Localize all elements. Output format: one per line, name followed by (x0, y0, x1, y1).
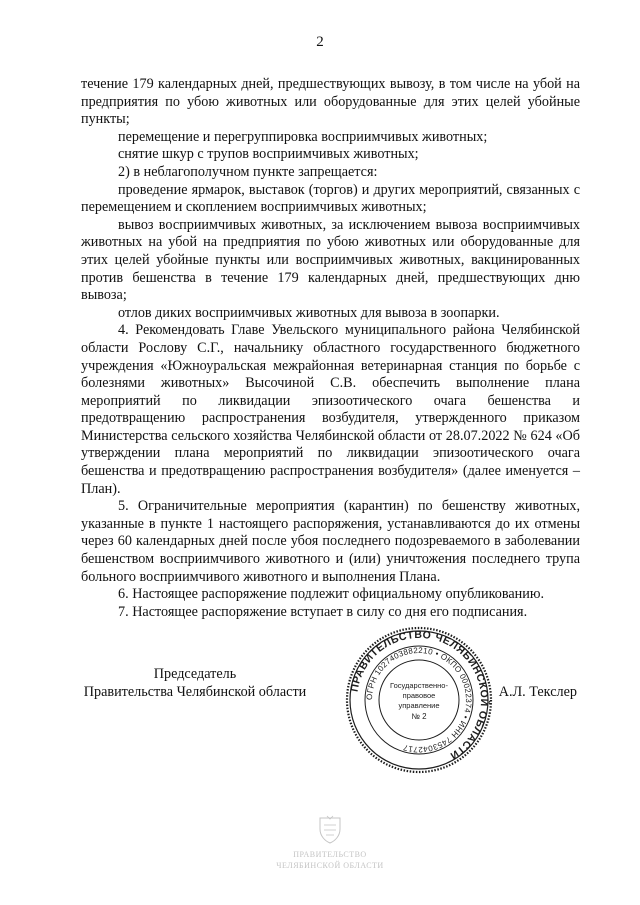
stamp-center-line2: правовое (402, 691, 436, 700)
page-number: 2 (316, 34, 324, 50)
stamp-center-line3: управление (398, 701, 440, 710)
watermark-line1: ПРАВИТЕЛЬСТВО (293, 850, 367, 859)
paragraph-item-4: 4. Рекомендовать Главе Увельского муниципального района Челябинской области Рослову С.Г., начальнику областного государственного бюджетного учреждения «Южноуральская межрайонная ветеринарная станция по борьбе с болезнями животных» Высочиной С.В. обеспечить выполнение плана мероприятий по ликвидации эпизоотического очага бешенства и предотвращению распространения возбудителя, утвержденного приказом Министерства сельского хозяйства Челябинской области от 28.07.2022 № 624 «Об утверждении плана мероприятий по ликвидации эпизоотического очага бешенства и предотвращению распространения возбудителя» (далее именуется – План). (81, 322, 580, 497)
signatory-name: А.Л. Текслер (498, 684, 577, 700)
paragraph: снятие шкур с трупов восприимчивых животных; (118, 146, 419, 163)
stamp-center-line1: Государственно- (390, 681, 448, 690)
coat-of-arms-icon (317, 815, 343, 845)
paragraph-item-5: 5. Ограничительные мероприятия (карантин) по бешенству животных, указанные в пункте 1 настоящего распоряжения, устанавливаются до их отмены через 60 календарных дней после убоя последнего подозреваемого в заболевании бешенством восприимчивого животного и (или) уничтожения последнего трупа больного восприимчивого животного и выполнения Плана. (81, 498, 580, 585)
stamp-outer-text: ПРАВИТЕЛЬСТВО ЧЕЛЯБИНСКОЙ ОБЛАСТИ (348, 628, 491, 762)
paragraph: 2) в неблагополучном пункте запрещается: (118, 163, 378, 180)
watermark-line2: ЧЕЛЯБИНСКОЙ ОБЛАСТИ (276, 861, 384, 870)
signatory-title-line2: Правительства Челябинской области (83, 684, 307, 700)
watermark (230, 815, 430, 871)
stamp-inner-border (379, 660, 459, 740)
signatory-title-line1: Председатель (153, 666, 237, 682)
stamp-center-line4: № 2 (411, 712, 427, 721)
stamp-codes-text: ОГРН 1027403882210 • ОКПО 00022374 • ИНН 7453042717 (364, 645, 474, 755)
paragraph-item-7: 7. Настоящее распоряжение вступает в силу со дня его подписания. (118, 603, 528, 620)
paragraph: проведение ярмарок, выставок (торгов) и других мероприятий, связанных с перемещением и скоплением восприимчивых животных; (81, 181, 580, 216)
paragraph-continuation: течение 179 календарных дней, предшествующих вывозу, в том числе на убой на предприятия по убою животных или оборудованные для этих целей убойные пункты; (81, 76, 580, 128)
official-seal-stamp (344, 625, 494, 775)
paragraph-item-6: 6. Настоящее распоряжение подлежит официальному опубликованию. (118, 586, 545, 603)
paragraph: вывоз восприимчивых животных, за исключением вывоза восприимчивых животных на убой на предприятия по убою животных или оборудованные для этих целей убойные пункты или восприимчивых животных, вакцинированных против бешенства в течение 179 календарных дней, предшествующих дню вывоза; (81, 216, 580, 304)
paragraph: отлов диких восприимчивых животных для вывоза в зоопарки. (118, 304, 500, 321)
document-body (81, 76, 580, 621)
paragraph: перемещение и перегруппировка восприимчивых животных; (118, 128, 488, 145)
signature-block (80, 628, 580, 762)
signatory-title (80, 665, 310, 701)
